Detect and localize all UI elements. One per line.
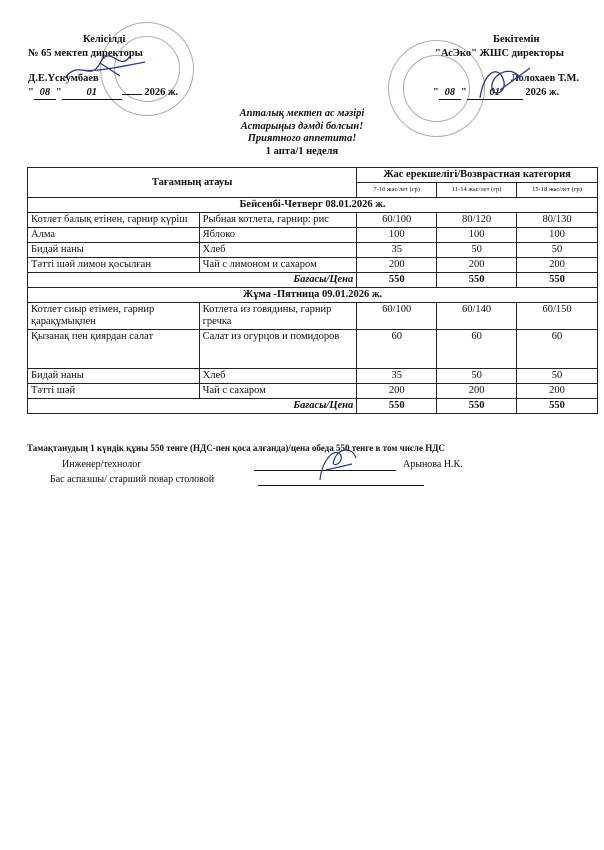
- dish-kz: Қызанақ пен қиярдан салат: [28, 330, 200, 369]
- age-group-7-10: 7-10 жас/лет (гр): [357, 183, 437, 198]
- portion-11-14: 200: [437, 384, 517, 399]
- approval-right-title: Бекітемін: [493, 34, 540, 45]
- portion-15-18: 60: [517, 330, 598, 369]
- portion-15-18: 50: [517, 243, 598, 258]
- portion-7-10: 60/100: [357, 213, 437, 228]
- menu-greeting-ru: Приятного аппетита!: [247, 133, 357, 144]
- approval-right-position: "АсЭко" ЖШС директоры: [435, 47, 564, 59]
- portion-7-10: 200: [357, 258, 437, 273]
- portion-11-14: 50: [437, 369, 517, 384]
- approval-left-name: Д.Е.Үскумбаев: [28, 73, 99, 84]
- portion-11-14: 50: [437, 243, 517, 258]
- director-signature-right: [470, 60, 540, 104]
- day-label-thursday: Бейсенбі-Четверг 08.01.2026 ж.: [28, 198, 598, 213]
- price-11-14: 550: [437, 399, 517, 414]
- dish-kz: Бидай наны: [28, 369, 200, 384]
- menu-title: [0, 108, 604, 158]
- approval-right-month: 01: [467, 86, 523, 101]
- table-row: [28, 258, 598, 273]
- table-row: [28, 228, 598, 243]
- dish-ru: Хлеб: [199, 243, 357, 258]
- portion-11-14: 100: [437, 228, 517, 243]
- chef-signature-line: [258, 485, 424, 486]
- approval-left-title: Келісілді: [83, 34, 126, 45]
- price-label: Бағасы/Цена: [28, 399, 357, 414]
- table-row: [28, 369, 598, 384]
- dish-kz: Тәтті шәй: [28, 384, 200, 399]
- dish-ru: Чай с лимоном и сахаром: [199, 258, 357, 273]
- director-signature-left: [60, 48, 150, 88]
- portion-7-10: 35: [357, 369, 437, 384]
- table-row: [28, 384, 598, 399]
- price-11-14: 550: [437, 273, 517, 288]
- dish-ru: Рыбная котлета, гарнир: рис: [199, 213, 357, 228]
- approval-right-name: Лолохаев Т.М.: [511, 73, 579, 84]
- portion-7-10: 60/100: [357, 303, 437, 330]
- day-row: [28, 288, 598, 303]
- table-row: [28, 243, 598, 258]
- table-header-row: [28, 168, 598, 183]
- portion-11-14: 200: [437, 258, 517, 273]
- approval-left-position: № 65 мектеп директоры: [28, 47, 143, 59]
- portion-15-18: 50: [517, 369, 598, 384]
- portion-11-14: 60/140: [437, 303, 517, 330]
- dish-ru: Яблоко: [199, 228, 357, 243]
- age-group-15-18: 15-18 жас/лет (гр): [517, 183, 598, 198]
- dish-kz: Котлет балық етінен, гарнир күріш: [28, 213, 200, 228]
- age-group-11-14: 11-14 жас/лет (гр): [437, 183, 517, 198]
- day-label-friday: Жұма -Пятница 09.01.2026 ж.: [28, 288, 598, 303]
- menu-greeting-kz: Астарыңыз дәмді болсын!: [240, 120, 364, 132]
- dish-ru: Чай с сахаром: [199, 384, 357, 399]
- dish-kz: Тәтті шәй лимон қосылған: [28, 258, 200, 273]
- engineer-name: Арынова Н.К.: [403, 459, 463, 470]
- table-row: [28, 213, 598, 228]
- portion-7-10: 100: [357, 228, 437, 243]
- dish-kz: Котлет сиыр етімен, гарнир қарақұмықпен: [28, 303, 200, 330]
- price-15-18: 550: [517, 399, 598, 414]
- price-7-10: 550: [357, 399, 437, 414]
- portion-15-18: 200: [517, 384, 598, 399]
- price-row: [28, 399, 598, 414]
- portion-15-18: 80/130: [517, 213, 598, 228]
- header-dish-name: Тағамның атауы: [28, 168, 357, 198]
- header-age-category: Жас ерекшелігі/Возврастная категория: [357, 168, 598, 183]
- engineer-signature: [312, 440, 362, 484]
- approval-left-day: 08: [34, 86, 56, 101]
- portion-15-18: 200: [517, 258, 598, 273]
- menu-week: 1 апта/1 неделя: [265, 145, 339, 157]
- price-15-18: 550: [517, 273, 598, 288]
- table-row: [28, 303, 598, 330]
- portion-15-18: 60/150: [517, 303, 598, 330]
- price-label: Бағасы/Цена: [28, 273, 357, 288]
- dish-ru: Хлеб: [199, 369, 357, 384]
- portion-7-10: 200: [357, 384, 437, 399]
- portion-11-14: 60: [437, 330, 517, 369]
- dish-ru: Котлета из говядины, гарнир гречка: [199, 303, 357, 330]
- day-row: [28, 198, 598, 213]
- dish-ru: Салат из огурцов и помидоров: [199, 330, 357, 369]
- daily-cost-note: Тамақтанудың 1 күндік құны 550 тенге (НДС-пен қоса алғанда)/цена обеда 550 тенге в том числе НДС: [27, 443, 445, 453]
- price-7-10: 550: [357, 273, 437, 288]
- portion-15-18: 100: [517, 228, 598, 243]
- engineer-role: Инженер/технолог: [62, 459, 142, 470]
- portion-7-10: 35: [357, 243, 437, 258]
- menu-title-kz: Апталық мектеп ас мәзірі: [239, 108, 365, 119]
- approval-left-month: 01: [62, 86, 122, 101]
- price-row: [28, 273, 598, 288]
- approval-right-date: " 08 " 01 2026 ж.: [395, 86, 585, 101]
- approval-left-date: " 08 " 01 2026 ж.: [28, 86, 228, 101]
- dish-kz: Алма: [28, 228, 200, 243]
- table-row: [28, 330, 598, 369]
- portion-7-10: 60: [357, 330, 437, 369]
- approval-right-day: 08: [439, 86, 461, 101]
- chef-role: Бас аспазшы/ старший повар столовой: [50, 474, 215, 485]
- dish-kz: Бидай наны: [28, 243, 200, 258]
- portion-11-14: 80/120: [437, 213, 517, 228]
- menu-table: [27, 167, 598, 414]
